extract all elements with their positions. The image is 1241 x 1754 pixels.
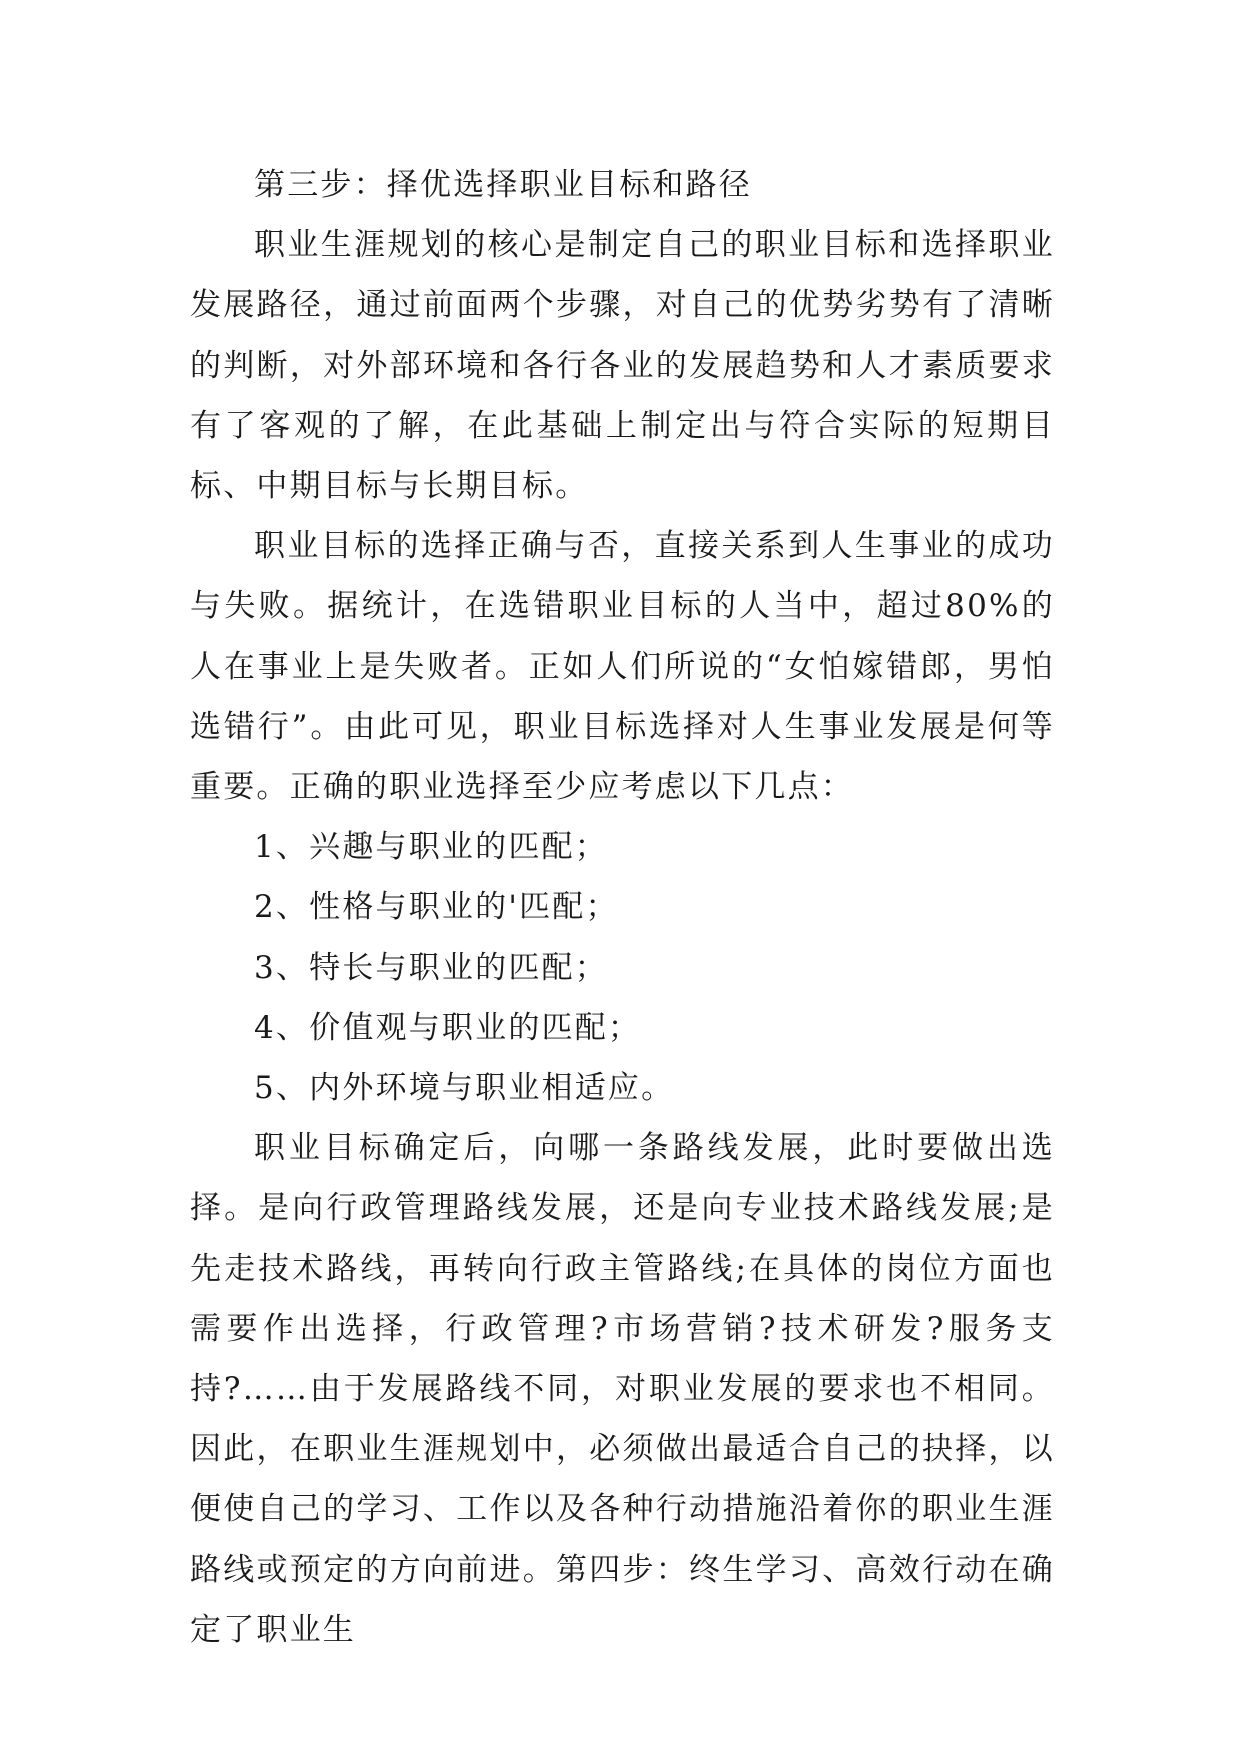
paragraph-goal-choice: 职业目标的选择正确与否，直接关系到人生事业的成功与失败。据统计，在选错职业目标的人当中，超过80%的人在事业上是失败者。正如人们所说的“女怕嫁错郎，男怕选错行”。由此可见，职业目标选择对人生事业发展是何等重要。正确的职业选择至少应考虑以下几点： <box>190 528 1055 806</box>
section-heading: 第三步：择优选择职业目标和路径 <box>254 167 752 203</box>
document-body <box>190 155 1055 1660</box>
list-item: 4、价值观与职业的匹配； <box>254 1009 642 1046</box>
paragraph-career-core: 职业生涯规划的核心是制定自己的职业目标和选择职业发展路径，通过前面两个步骤，对自己的优势劣势有了清晰的判断，对外部环境和各行各业的发展趋势和人才素质要求有了客观的了解，在此基础上制定出与符合实际的短期目标、中期目标与长期目标。 <box>190 227 1055 505</box>
paragraph-path-choice: 职业目标确定后，向哪一条路线发展，此时要做出选择。是向行政管理路线发展，还是向专业技术路线发展;是先走技术路线，再转向行政主管路线;在具体的岗位方面也需要作出选择，行政管理?市场营销?技术研发?服务支持?……由于发展路线不同，对职业发展的要求也不相同。因此，在职业生涯规划中，必须做出最适合自己的抉择，以便使自己的学习、工作以及各种行动措施沿着你的职业生涯路线或预定的方向前进。第四步：终生学习、高效行动在确定了职业生 <box>190 1130 1055 1648</box>
list-item: 5、内外环境与职业相适应。 <box>254 1070 675 1107</box>
list-item: 1、兴趣与职业的匹配； <box>254 829 608 866</box>
list-item: 3、特长与职业的匹配； <box>254 949 608 986</box>
list-item: 2、性格与职业的'匹配； <box>254 889 619 926</box>
